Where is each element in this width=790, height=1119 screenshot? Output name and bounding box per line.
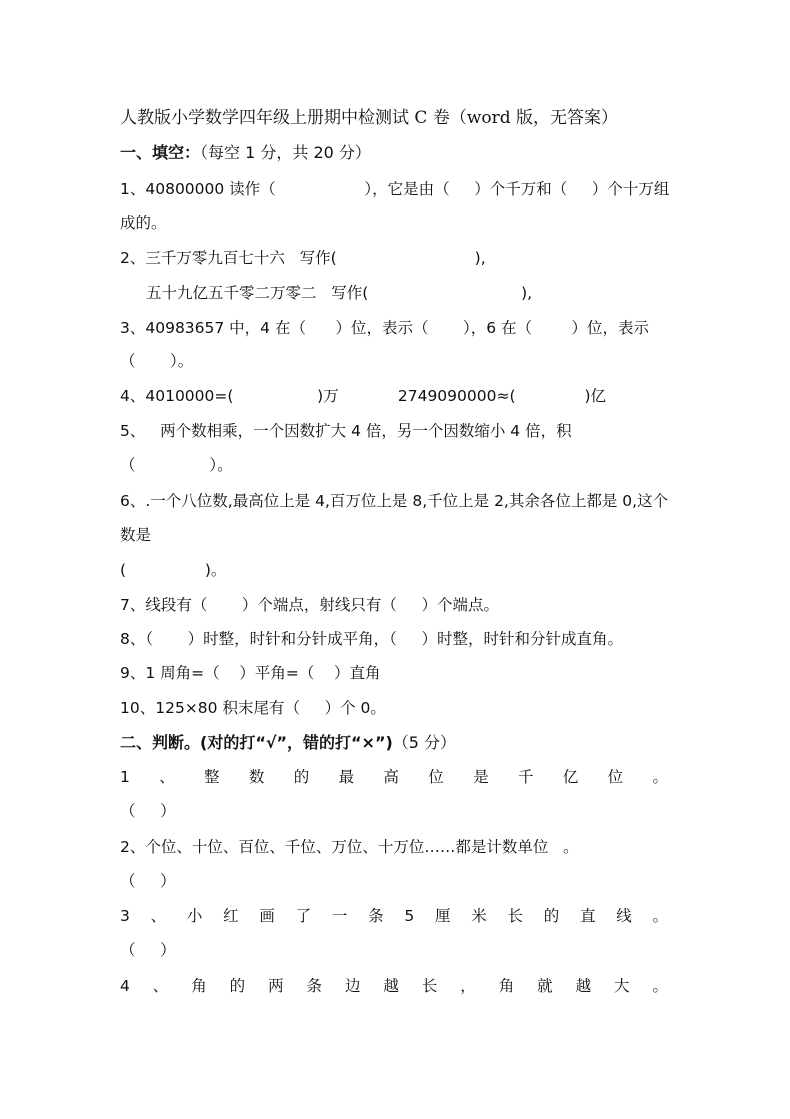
j4-char: 越 bbox=[575, 977, 592, 995]
j4-char: 角 bbox=[498, 977, 515, 995]
j4-char: 边 bbox=[344, 977, 361, 995]
question-3-line-1: 3、40983657 中，4 在（ ）位，表示（ ），6 在（ ）位，表示 bbox=[120, 319, 649, 337]
document-title: 人教版小学数学四年级上册期中检测试 C 卷（word 版，无答案） bbox=[120, 108, 619, 128]
j4-char: ， bbox=[460, 977, 476, 995]
j4-char: 、 bbox=[152, 977, 169, 995]
question-1-line-2: 成的。 bbox=[120, 214, 167, 232]
section-2-heading bbox=[120, 733, 456, 753]
question-10: 10、125×80 积末尾有（ ）个 0。 bbox=[120, 699, 386, 717]
j3-char: 条 bbox=[368, 907, 384, 925]
j1-char: 亿 bbox=[562, 768, 579, 786]
j3-char: 的 bbox=[543, 907, 560, 925]
j4-char: 。 bbox=[652, 977, 668, 995]
j4-char: 两 bbox=[268, 977, 284, 995]
j1-char: 最 bbox=[338, 768, 355, 786]
j4-char: 越 bbox=[383, 977, 399, 995]
question-9: 9、1 周角=（ ）平角=（ ）直角 bbox=[120, 664, 381, 682]
judgement-1-answer-bracket: （ ） bbox=[120, 802, 176, 820]
j1-char: 是 bbox=[473, 768, 489, 786]
j1-char: 整 bbox=[204, 768, 220, 786]
j3-char: 一 bbox=[331, 907, 348, 925]
j3-char: 长 bbox=[507, 907, 523, 925]
j3-char: 厘 bbox=[434, 907, 451, 925]
j1-char: 数 bbox=[248, 768, 265, 786]
j3-char: 3 bbox=[120, 907, 130, 925]
j1-char: 1 bbox=[120, 768, 130, 786]
question-6-line-3: ( )。 bbox=[120, 561, 227, 579]
j1-char: 高 bbox=[383, 768, 399, 786]
j3-char: 直 bbox=[579, 907, 596, 925]
j1-char: 、 bbox=[159, 768, 175, 786]
question-7: 7、线段有（ ）个端点，射线只有（ ）个端点。 bbox=[120, 596, 499, 614]
j4-char: 的 bbox=[229, 977, 246, 995]
j3-char: 红 bbox=[223, 907, 239, 925]
question-1-line-1: 1、40800000 读作（ ），它是由（ ）个千万和（ ）个十万组 bbox=[120, 180, 670, 198]
j3-char: 米 bbox=[471, 907, 487, 925]
question-2-line-1: 2、三千万零九百七十六 写作( ), bbox=[120, 249, 486, 267]
question-4: 4、4010000=( )万 2749090000≈( )亿 bbox=[120, 387, 607, 405]
j4-char: 大 bbox=[614, 977, 630, 995]
section-2-note: （5 分） bbox=[392, 733, 457, 752]
judgement-1 bbox=[120, 767, 668, 787]
j1-char: 位 bbox=[607, 768, 624, 786]
question-8: 8、（ ）时整，时针和分针成平角，（ ）时整，时针和分针成直角。 bbox=[120, 630, 623, 648]
section-1-note: （每空 1 分，共 20 分） bbox=[200, 143, 371, 162]
j3-char: 小 bbox=[186, 907, 203, 925]
judgement-2-answer-bracket: （ ） bbox=[120, 872, 176, 890]
j1-char: 的 bbox=[293, 768, 310, 786]
judgement-4 bbox=[120, 976, 668, 996]
question-5-line-2: （ ）。 bbox=[120, 456, 233, 474]
j3-char: 、 bbox=[150, 907, 167, 925]
j4-char: 长 bbox=[421, 977, 438, 995]
j4-char: 就 bbox=[537, 977, 553, 995]
j3-char: 线 bbox=[616, 907, 632, 925]
j4-char: 角 bbox=[191, 977, 207, 995]
section-1-title: 一、填空： bbox=[120, 143, 201, 162]
j1-char: 。 bbox=[652, 768, 668, 786]
j1-char: 千 bbox=[517, 768, 534, 786]
j4-char: 4 bbox=[120, 977, 130, 995]
j3-char: 画 bbox=[259, 907, 275, 925]
j4-char: 条 bbox=[306, 977, 323, 995]
j3-char: 。 bbox=[652, 907, 668, 925]
judgement-2: 2、个位、十位、百位、千位、万位、十万位……都是计数单位 。 bbox=[120, 838, 579, 856]
question-3-line-2: （ ）。 bbox=[120, 352, 194, 370]
question-6-line-1: 6、.一个八位数,最高位上是 4,百万位上是 8,千位上是 2,其余各位上都是 0,这个 bbox=[120, 492, 669, 510]
j3-char: 了 bbox=[295, 907, 312, 925]
question-6-line-2: 数是 bbox=[120, 526, 152, 544]
section-1-heading bbox=[120, 143, 371, 163]
question-5-line-1: 5、 两个数相乘，一个因数扩大 4 倍，另一个因数缩小 4 倍，积 bbox=[120, 422, 572, 440]
question-2-line-2: 五十九亿五千零二万零二 写作( ), bbox=[146, 284, 533, 302]
j3-char: 5 bbox=[404, 907, 415, 925]
judgement-3-answer-bracket: （ ） bbox=[120, 941, 176, 959]
judgement-3 bbox=[120, 906, 668, 926]
j1-char: 位 bbox=[428, 768, 444, 786]
section-2-title: 二、判断。(对的打“√”，错的打“×”) bbox=[120, 733, 393, 752]
